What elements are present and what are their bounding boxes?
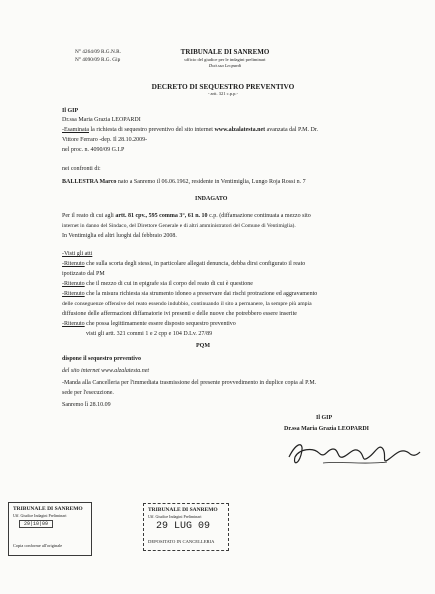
ritenuto-1: [62, 261, 305, 268]
intro-line-3: nel proc. n. 4090/09 G.I.P: [62, 147, 125, 153]
place-date: Sanremo lì 28.10.09: [62, 402, 111, 408]
ritenuto-4-text: che possa legittimamente essere disposto sequestro preventivo: [84, 321, 236, 327]
intro-lead: -Esaminata: [62, 127, 89, 133]
offence-articles: artt. 81 cpv., 595 comma 3°, 61 n. 10: [115, 213, 208, 219]
against-label: nei confronti di:: [62, 166, 101, 172]
order-line-a: -Manda alla Cancelleria per l'immediata trasmissione del presente provvedimento in duplice copia al P.M.: [62, 380, 317, 386]
offence-line-2: internet in danno del Sindaco, del Direttore Generale e di altri amministratori del Comune di Ventimiglia).: [62, 223, 296, 229]
ritenuto-2-lead: -Ritenuto: [62, 281, 85, 287]
site-line: del sito internet www.alzalatesta.net: [62, 368, 150, 374]
gip-role: Il GIP: [62, 108, 79, 114]
offence-lead: Per il reato di cui agli: [62, 213, 116, 219]
viewed-label: -Visti gli atti: [62, 251, 93, 257]
offence-line-3: In Ventimiglia ed altri luoghi dal febbraio 2008.: [62, 233, 177, 239]
court-name: TRIBUNALE DI SANREMO: [180, 48, 270, 56]
accused-details: nato a Sanremo il 06.06.1962, residente in Ventimiglia, Lungo Roja Rossi n. 7: [116, 179, 306, 185]
court-judge-small: Dott.ssa Leopardi: [208, 63, 242, 68]
ritenuto-3: [62, 291, 317, 298]
ritenuto-3-lead: -Ritenuto: [62, 291, 85, 297]
stamp-middle-bottom: DEPOSITATO IN CANCELLERIA: [148, 539, 215, 544]
ritenuto-1b: ipotizzato dal PM: [62, 271, 105, 277]
ritenuto-4: [62, 321, 236, 328]
signature-name: Dr.ssa Maria Grazia LEOPARDI: [284, 426, 369, 432]
accused-line: [62, 179, 306, 186]
ritenuto-1-text: che sulla scorta degli stessi, in particolare allegati denuncia, debba dirsi configurato il reato: [84, 261, 306, 267]
offence-desc: c.p. (diffamazione continuata a mezzo sito: [207, 213, 311, 219]
ritenuto-2: [62, 281, 253, 288]
intro-tail: avanzata dal P.M. Dr.: [265, 127, 318, 133]
handwritten-signature: [283, 435, 423, 475]
stamp-left: [8, 502, 92, 556]
stamp-left-bottom: Copia conforme all'originale: [13, 543, 63, 548]
stamp-middle-date: 29 LUG 09: [156, 521, 211, 532]
document-subtitle: - artt. 321 c.p.p.-: [207, 91, 239, 96]
intro-line-1: [62, 127, 318, 134]
offence-line-1: [62, 213, 311, 220]
ritenuto-3b: delle conseguenze offensive del reato essendo indubbio, continuando il sito a permanere, la sempre più ampia: [62, 301, 312, 307]
dispone: dispone il sequestro preventivo: [62, 356, 141, 362]
signature-role: Il GIP: [316, 415, 333, 421]
stamp-middle: [143, 503, 229, 551]
law-reference: visti gli artt. 321 commi 1 e 2 cpp e 104 D.Lv. 27/89: [86, 331, 213, 337]
intro-mid: la richiesta di sequestro preventivo del sito internet: [89, 127, 215, 133]
stamp-middle-office: Uff. Giudice Indagini Preliminari: [148, 514, 202, 519]
gip-judge: Dr.ssa Maria Grazia LEOPARDI: [62, 117, 141, 123]
stamp-left-date: 29|10|09: [19, 520, 53, 528]
intro-site: www.alzalatesta.net: [214, 127, 266, 133]
pqm: PQM: [196, 343, 210, 349]
rgnr-number: N° 4264/09 R.G.N.R.: [75, 49, 121, 55]
rggip-number: N° 4090/09 R.G. Gip: [75, 57, 121, 63]
ritenuto-3-text: che la misura richiesta sia strumento idoneo a preservare dai rischi protrazione ed aggravamento: [84, 291, 318, 297]
accused-status: INDAGATO: [195, 196, 228, 202]
stamp-middle-court: TRIBUNALE DI SANREMO: [148, 507, 218, 513]
stamp-left-court: TRIBUNALE DI SANREMO: [13, 506, 83, 512]
accused-name: BALLESTRA Marco: [62, 179, 117, 185]
ritenuto-3c: diffusione delle affermazioni diffamatorie ivi presenti e delle nuove che potrebbero essere inserite: [62, 311, 297, 317]
ritenuto-4-lead: -Ritenuto: [62, 321, 85, 327]
ritenuto-1-lead: -Ritenuto: [62, 261, 85, 267]
order-line-b: sede per l'esecuzione.: [62, 390, 114, 396]
document-title: DECRETO DI SEQUESTRO PREVENTIVO: [151, 82, 295, 91]
stamp-left-office: Uff. Giudice Indagini Preliminari: [13, 513, 67, 518]
ritenuto-2-text: che il mezzo di cui in epigrafe sia il corpo del reato di cui è questione: [84, 281, 253, 287]
court-office: ufficio del giudice per le indagini preliminari: [184, 57, 266, 62]
intro-line-2: Vittore Ferraro -dep. Il 28.10.2009-: [62, 137, 148, 143]
